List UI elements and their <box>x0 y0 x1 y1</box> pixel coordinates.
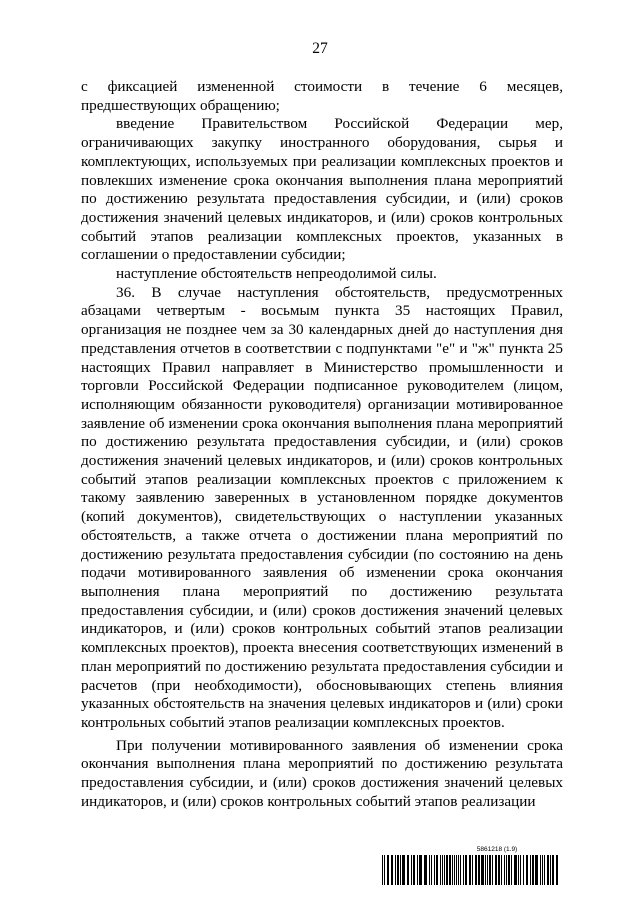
barcode-bar <box>475 855 477 885</box>
barcode-bar <box>429 855 430 885</box>
barcode-bar <box>436 855 438 885</box>
page-number: 27 <box>312 40 328 57</box>
barcode-bar <box>540 855 541 885</box>
barcode-image <box>382 855 562 885</box>
barcode-bar <box>407 855 409 885</box>
barcode-bar <box>492 855 493 885</box>
barcode-bar <box>391 855 393 885</box>
barcode-bar <box>530 855 531 885</box>
barcode-code: 5861218 (1.9) <box>476 846 518 853</box>
barcode-bar <box>547 855 549 885</box>
barcode-bar <box>520 855 521 885</box>
paragraph-continuation: с фиксацией измененной стоимости в течение 6 месяцев, предшествующих обращению; <box>81 78 563 114</box>
barcode-bar <box>504 855 505 885</box>
barcode-bar <box>511 855 512 885</box>
barcode-bar <box>434 855 435 885</box>
barcode-bar <box>382 855 383 885</box>
barcode-bar <box>402 855 405 885</box>
barcode-bar <box>413 855 415 885</box>
barcode-bar <box>552 855 554 885</box>
paragraph-measures: введение Правительством Российской Федерации мер, ограничивающих закупку иностранного оборудования, сырья и комплектующих, используемых при реализации комплексных проектов и повлекших изменение срока окончания выполнения плана мероприятий по достижению результата предоставления субсидии, и (или) сроков достижения значений целевых индикаторов, и (или) сроков контрольных событий этапов реализации комплексных проектов, указанных в соглашении о предоставлении субсидии; <box>81 115 563 264</box>
barcode-bar <box>485 855 486 885</box>
barcode-bar <box>535 855 538 885</box>
barcode-bar <box>495 855 497 885</box>
barcode-bar <box>523 855 524 885</box>
barcode-bar <box>411 855 412 885</box>
body-text <box>81 78 563 811</box>
barcode-bar <box>431 855 432 885</box>
barcode-bar <box>446 855 448 885</box>
barcode-bar <box>452 855 453 885</box>
barcode-bar <box>395 855 396 885</box>
barcode-bar <box>518 855 519 885</box>
barcode-bar <box>532 855 534 885</box>
barcode-bar <box>556 855 558 885</box>
barcode-bar <box>544 855 545 885</box>
barcode-bar <box>400 855 401 885</box>
barcode-bar <box>542 855 543 885</box>
paragraph-force-majeure: наступление обстоятельств непреодолимой силы. <box>116 265 437 283</box>
barcode-bar <box>501 855 502 885</box>
barcode-bar <box>463 855 464 885</box>
barcode-bar <box>508 855 510 885</box>
barcode-bar <box>387 855 389 885</box>
barcode-bar <box>454 855 455 885</box>
barcode-bar <box>417 855 418 885</box>
barcode-bar <box>498 855 500 885</box>
barcode-bar <box>481 855 484 885</box>
barcode-bar <box>424 855 427 885</box>
barcode-bar <box>489 855 491 885</box>
barcode-bar <box>478 855 480 885</box>
paragraph-receipt: При получении мотивированного заявления об изменении срока окончания выполнения плана мероприятий по достижению результата предоставления субсидии, и (или) сроков достижения значений целевых индикаторов, и (или) сроков контрольных событий этапов реализации <box>81 736 563 810</box>
barcode-bar <box>550 855 551 885</box>
barcode-bar <box>526 855 528 885</box>
barcode-bar <box>469 855 471 885</box>
document-barcode <box>382 846 562 885</box>
barcode-bar <box>442 855 443 885</box>
barcode-bar <box>514 855 517 885</box>
barcode-bar <box>449 855 451 885</box>
barcode-bar <box>397 855 399 885</box>
barcode-bar <box>472 855 473 885</box>
barcode-bar <box>458 855 459 885</box>
barcode-bar <box>456 855 457 885</box>
barcode-bar <box>419 855 422 885</box>
barcode-bar <box>506 855 507 885</box>
barcode-bar <box>460 855 461 885</box>
barcode-bar <box>384 855 385 885</box>
barcode-bar <box>440 855 441 885</box>
barcode-bar <box>487 855 488 885</box>
barcode-bar <box>444 855 445 885</box>
paragraph-36: 36. В случае наступления обстоятельств, предусмотренных абзацами четвертым - восьмым пункта 35 настоящих Правил, организация не позднее чем за 30 календарных дней до наступления дня представления отчетов в соответствии с подпунктами "е" и "ж" пункта 25 настоящих Правил направляет в Министерство промышленности и торговли Российской Федерации подписанное руководителем (лицом, исполняющим обязанности руководителя) организации мотивированное заявление об изменении срока окончания выполнения плана мероприятий по достижению результата предоставления субсидии, и (или) сроков достижения значений целевых индикаторов, и (или) сроков контрольных событий этапов реализации комплексных проектов с приложением к такому заявлению заверенных в установленном порядке документов (копий документов), свидетельствующих о наступлении указанных обстоятельств, а также отчета о достижении плана мероприятий по достижению результата предоставления субсидии (по состоянию на день подачи мотивированного заявления об изменении срока окончания выполнения плана мероприятий по достижению результата предоставления субсидии, и (или) сроков достижения значений целевых индикаторов, и (или) сроков контрольных событий этапов реализации комплексных проектов), проекта внесения соответствующих изменений в план мероприятий по достижению результата предоставления субсидии и расчетов (при необходимости), обосновывающих степень влияния указанных обстоятельств на значения целевых индикаторов и (или) сроки контрольных событий этапов реализации комплексных проектов. <box>81 283 563 731</box>
barcode-bar <box>465 855 467 885</box>
